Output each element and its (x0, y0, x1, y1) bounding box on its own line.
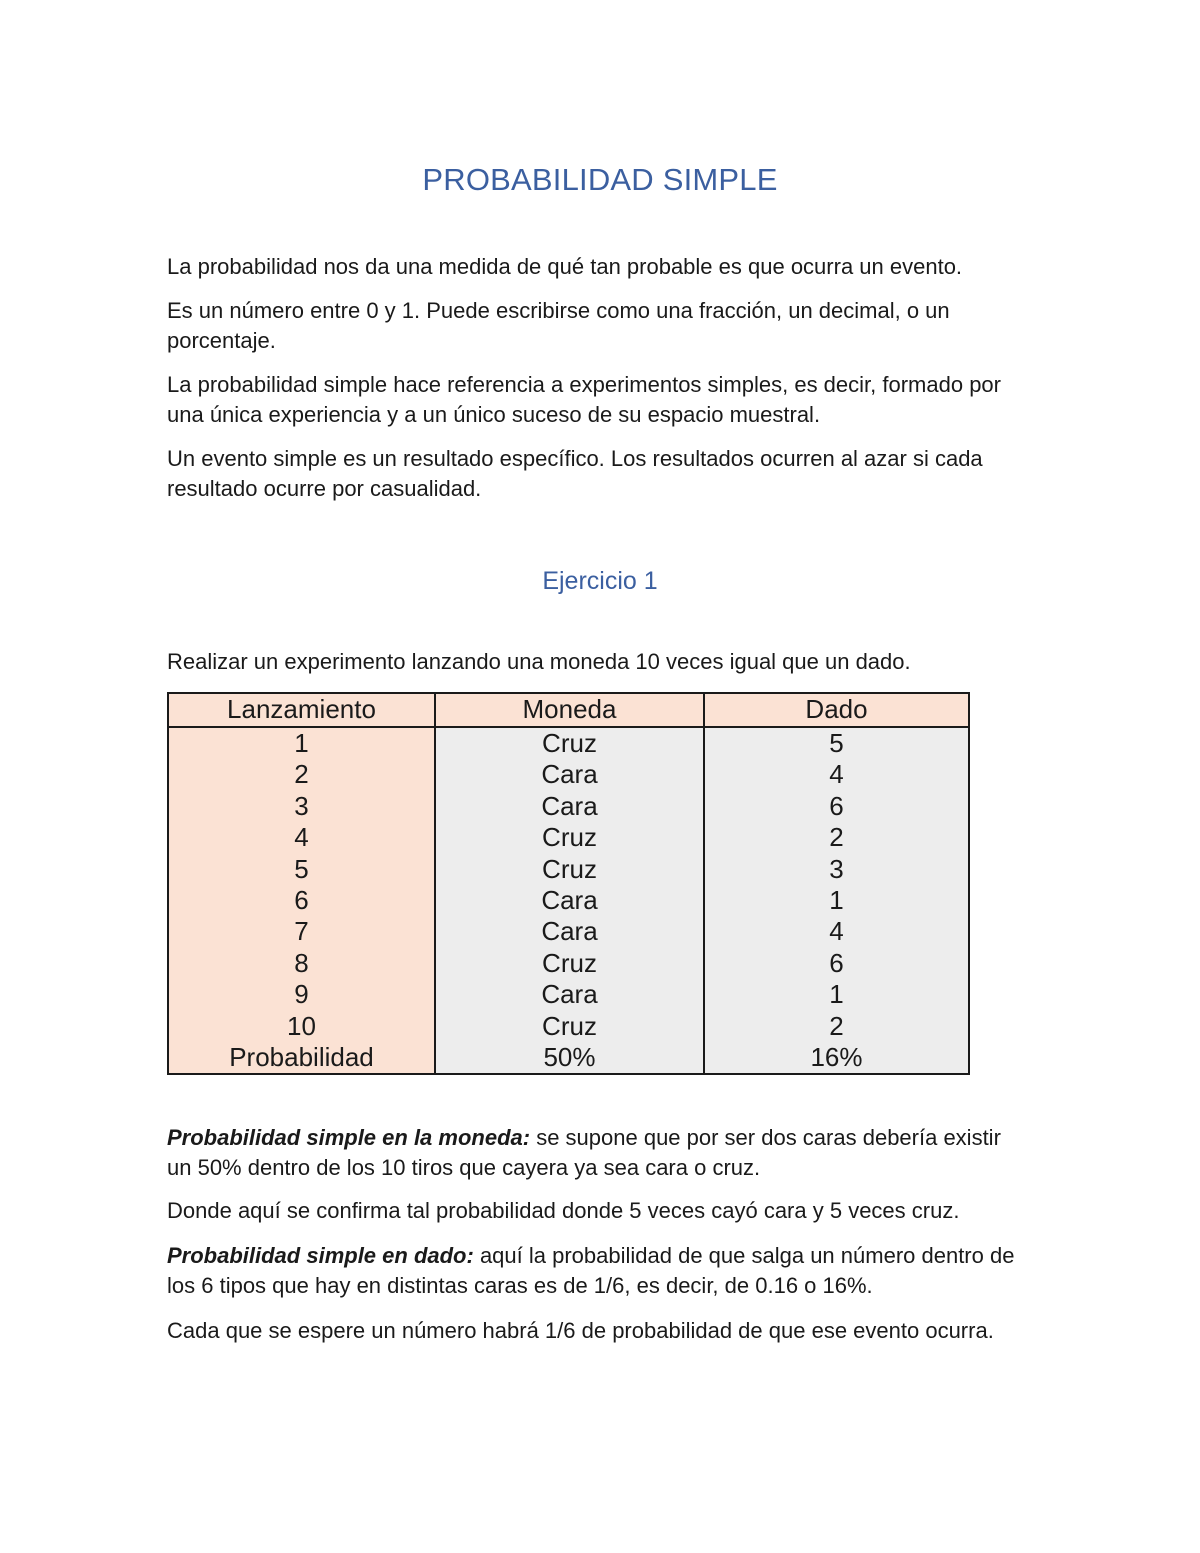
dice-conclusion-text: aquí la probabilidad de que salga un número dentro de los 6 tipos que hay en distintas caras es de 1/6, es decir, de 0.16 o 16%. (167, 1243, 1015, 1298)
coin-conclusion (167, 1123, 1017, 1183)
cell-dado: 5 (704, 727, 969, 759)
cell-dado: 3 (704, 854, 969, 885)
table-header-row (168, 693, 969, 727)
intro-paragraph-3: La probabilidad simple hace referencia a experimentos simples, es decir, formado por una única experiencia y a un único suceso de su espacio muestral. (167, 372, 1001, 427)
cell-lanzamiento: 4 (168, 822, 435, 853)
cell-moneda: Cruz (435, 1011, 704, 1042)
cell-moneda: Cara (435, 885, 704, 916)
table-row (168, 1011, 969, 1042)
dice-conclusion-label: Probabilidad simple en dado: (167, 1243, 474, 1268)
cell-dado: 1 (704, 885, 969, 916)
table-row (168, 822, 969, 853)
dice-note: Cada que se espere un número habrá 1/6 de probabilidad de que ese evento ocurra. (167, 1318, 994, 1343)
cell-moneda: Cara (435, 979, 704, 1010)
cell-moneda: Cruz (435, 948, 704, 979)
table-row (168, 948, 969, 979)
page-title: PROBABILIDAD SIMPLE (422, 162, 778, 197)
table-row (168, 916, 969, 947)
table-summary-row (168, 1042, 969, 1074)
cell-lanzamiento: 7 (168, 916, 435, 947)
cell-dado: 4 (704, 759, 969, 790)
intro-paragraph-2: Es un número entre 0 y 1. Puede escribirse como una fracción, un decimal, o un porcentaje. (167, 298, 950, 353)
cell-lanzamiento: 2 (168, 759, 435, 790)
cell-lanzamiento: 1 (168, 727, 435, 759)
cell-dado: 1 (704, 979, 969, 1010)
coin-conclusion-text: se supone que por ser dos caras debería existir un 50% dentro de los 10 tiros que cayera ya sea cara o cruz. (167, 1125, 1001, 1180)
cell-dado: 16% (704, 1042, 969, 1074)
cell-dado: 4 (704, 916, 969, 947)
cell-lanzamiento: Probabilidad (168, 1042, 435, 1074)
coin-confirmation: Donde aquí se confirma tal probabilidad donde 5 veces cayó cara y 5 veces cruz. (167, 1198, 960, 1223)
header-lanzamiento: Lanzamiento (168, 693, 435, 727)
cell-moneda: 50% (435, 1042, 704, 1074)
table-row (168, 854, 969, 885)
cell-lanzamiento: 8 (168, 948, 435, 979)
cell-lanzamiento: 3 (168, 791, 435, 822)
table-row (168, 979, 969, 1010)
header-dado: Dado (704, 693, 969, 727)
cell-lanzamiento: 10 (168, 1011, 435, 1042)
cell-dado: 6 (704, 791, 969, 822)
cell-lanzamiento: 5 (168, 854, 435, 885)
exercise-instruction: Realizar un experimento lanzando una moneda 10 veces igual que un dado. (167, 649, 911, 674)
table-row (168, 791, 969, 822)
exercise-title: Ejercicio 1 (542, 567, 658, 595)
cell-dado: 2 (704, 822, 969, 853)
cell-moneda: Cara (435, 791, 704, 822)
cell-lanzamiento: 6 (168, 885, 435, 916)
intro-paragraph-1: La probabilidad nos da una medida de qué tan probable es que ocurra un evento. (167, 254, 963, 279)
cell-dado: 2 (704, 1011, 969, 1042)
dice-conclusion (167, 1241, 1047, 1301)
cell-moneda: Cruz (435, 727, 704, 759)
table-body (168, 727, 969, 1074)
header-moneda: Moneda (435, 693, 704, 727)
cell-dado: 6 (704, 948, 969, 979)
table-row (168, 727, 969, 759)
cell-moneda: Cara (435, 759, 704, 790)
cell-moneda: Cruz (435, 854, 704, 885)
cell-lanzamiento: 9 (168, 979, 435, 1010)
coin-conclusion-label: Probabilidad simple en la moneda: (167, 1125, 531, 1150)
results-table (167, 692, 970, 1075)
table-row (168, 759, 969, 790)
cell-moneda: Cruz (435, 822, 704, 853)
intro-paragraph-4: Un evento simple es un resultado específico. Los resultados ocurren al azar si cada resultado ocurre por casualidad. (167, 446, 983, 501)
cell-moneda: Cara (435, 916, 704, 947)
table-row (168, 885, 969, 916)
